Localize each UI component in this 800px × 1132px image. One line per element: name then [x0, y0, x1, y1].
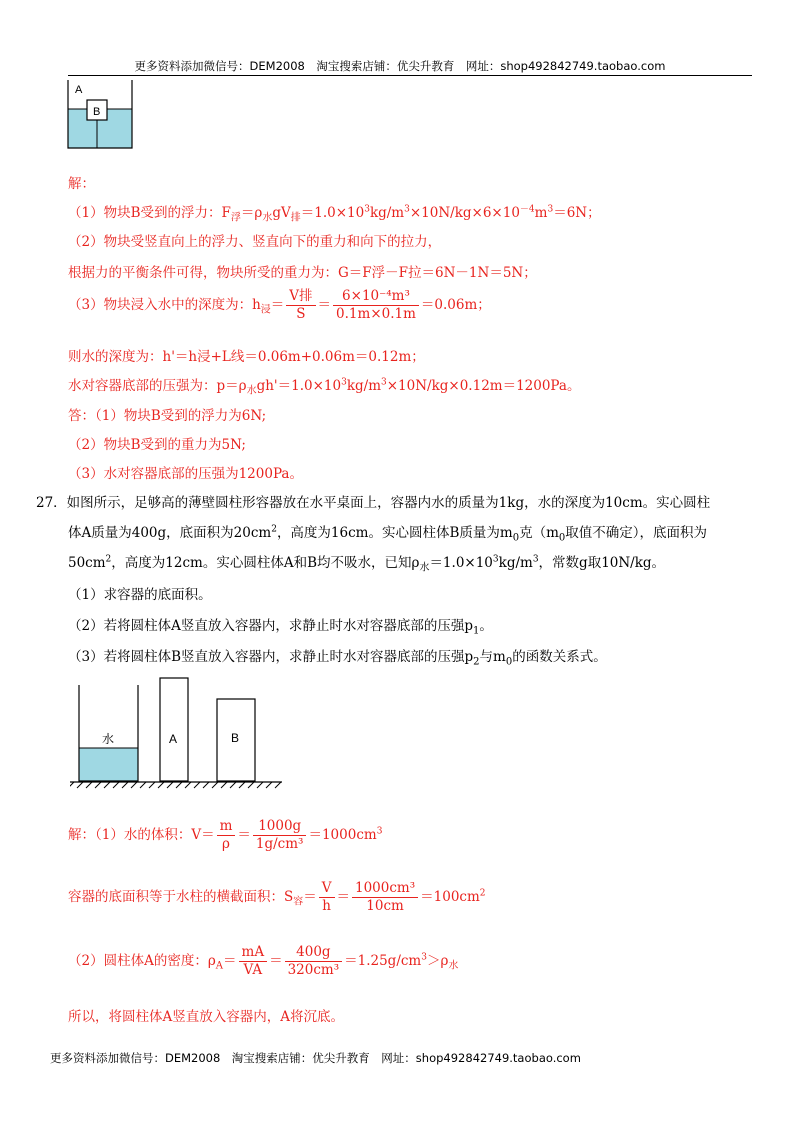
ground-hatch-line [77, 782, 83, 788]
sol26-answer2: （2）物块B受到的重力为5N; [68, 437, 246, 453]
ground-hatch-line [176, 782, 182, 788]
q27-sub2: （2）若将圆柱体A竖直放入容器内，求静止时水对容器底部的压强$p_1$。 [68, 618, 493, 637]
ground-hatch-line [194, 782, 200, 788]
ground-hatch-line [113, 782, 119, 788]
ground-hatch-line [140, 782, 146, 788]
q27-line3: $50cm^2$，高度为12cm。实心圆柱体A和B均不吸水，已知$\rho_水=1.0\times 10^3kg/m^3$，常数g取10N/kg。 [68, 554, 666, 574]
fraction-v-h: $\frac{V}{h}$ [319, 880, 335, 915]
ground-hatch-line [167, 782, 173, 788]
q27-line2: 体A质量为400g，底面积为$20cm^2$，高度为16cm。实心圆柱体B质量为$m_0$克（$m_0$取值不确定），底面积为 [68, 524, 708, 544]
ground-hatch-line [104, 782, 110, 788]
fraction-ma-va: $\frac{mA}{VA}$ [239, 944, 268, 979]
sol27-line2: 容器的底面积等于水柱的横截面积：$S_容=$ $\frac{V}{h}$ ＝ $\frac{\text{1000cm³}}{10cm}$ $=100cm^2$ [68, 880, 486, 914]
ground-hatch-line [122, 782, 128, 788]
ground-hatch-line [257, 782, 263, 788]
fig1-label-b: B [93, 106, 101, 118]
sol26-line5: 则水的深度为：h'＝h浸+L线＝0.06m+0.06m＝0.12m； [68, 349, 425, 365]
sol27-line4: 所以，将圆柱体A竖直放入容器内，A将沉底。 [68, 1009, 344, 1025]
figure-container-and-cylinders [70, 675, 290, 790]
ground-hatch-line [185, 782, 191, 788]
q27-sub1: （1）求容器的底面积。 [68, 587, 212, 603]
sol26-answer1: 答：（1）物块B受到的浮力为6N; [68, 408, 267, 424]
q27-sub3: （3）若将圆柱体B竖直放入容器内，求静止时水对容器底部的压强$p_2$与$m_0$的函数关系式。 [68, 649, 607, 668]
fig2-water-label: 水 [102, 732, 115, 746]
page-header: 更多资料添加微信号：DEM2008 淘宝搜索店铺：优尖升教育 网址：shop492842749.taobao.com [134, 59, 666, 73]
fraction-volume-area: $\frac{\text{6×10⁻⁴m³}}{0.1m\times 0.1m}$ [333, 288, 419, 323]
sol26-line1: （1）物块B受到的浮力：$F_浮=\rho_水gV_排=1.0\times 10^3kg/m^3\times 10N/kg\times 6\times 10^{-4}m^3=6N$； [68, 204, 601, 224]
ground-hatch-line [266, 782, 272, 788]
sol26-line3: 根据力的平衡条件可得，物块所受的重力为：G＝F浮－F拉＝6N－1N＝5N； [68, 265, 537, 281]
figure-container-block [66, 80, 136, 152]
fraction-1000cm3-10cm: $\frac{\text{1000cm³}}{10cm}$ [352, 880, 418, 915]
fraction-1000g-density: $\frac{1000g}{\text{1g/cm³}}$ [253, 818, 307, 853]
fig2-label-b: B [231, 731, 240, 745]
fraction-vpai-s: $\frac{\text{V排}}{S}$ [286, 288, 315, 323]
fig1-label-a: A [75, 84, 83, 96]
sol27-line3: （2）圆柱体A的密度：$\rho_A=$ $\frac{mA}{VA}$ ＝ $\frac{400g}{\text{320cm³}}$ $=1.25g/cm^3>\rho_水$ [68, 944, 459, 978]
ground-hatch-line [275, 782, 281, 788]
sol26-line4: （3）物块浸入水中的深度为：$h_浸=$ $\frac{\text{V排}}{S}$ ＝ $\frac{\text{6×10⁻⁴m³}}{0.1m\times 0.1m}$ ＝0.06m； [68, 288, 491, 322]
ground-hatch-line [230, 782, 236, 788]
sol27-line1: 解：（1）水的体积：V＝ $\frac{m}{\rho}$ ＝ $\frac{1000g}{\text{1g/cm³}}$ $=1000cm^3$ [68, 818, 383, 852]
sol26-line2: （2）物块受竖直向上的浮力、竖直向下的重力和向下的拉力， [68, 234, 442, 250]
header-rule [68, 75, 752, 76]
ground-hatch-line [149, 782, 155, 788]
ground-hatch-line [221, 782, 227, 788]
sol26-answer3: （3）水对容器底部的压强为1200Pa。 [68, 466, 303, 482]
ground-hatch-line [203, 782, 209, 788]
ground-hatch-line [95, 782, 101, 788]
ground-hatch-line [239, 782, 245, 788]
q27-line1: 27．如图所示，足够高的薄壁圆柱形容器放在水平桌面上，容器内水的质量为1kg，水的深度为10cm。实心圆柱 [36, 495, 711, 511]
ground-hatch-line [86, 782, 92, 788]
ground-hatch-line [131, 782, 137, 788]
sol26-jie: 解： [68, 176, 95, 192]
fraction-400g-320cm3: $\frac{400g}{\text{320cm³}}$ [285, 944, 343, 979]
fig2-label-a: A [169, 732, 178, 746]
ground-hatch-line [248, 782, 254, 788]
sol26-line6: 水对容器底部的压强为：$p=\rho_水gh'=1.0\times 10^3kg/m^3\times 10N/kg\times 0.12m=1200Pa$。 [68, 377, 581, 397]
page-footer: 更多资料添加微信号：DEM2008 淘宝搜索店铺：优尖升教育 网址：shop492842749.taobao.com [50, 1051, 581, 1065]
ground-hatch-line [158, 782, 164, 788]
ground-hatch-line [70, 782, 74, 788]
ground-hatch-line [212, 782, 218, 788]
fraction-m-rho: $\frac{m}{\rho}$ [217, 818, 236, 853]
